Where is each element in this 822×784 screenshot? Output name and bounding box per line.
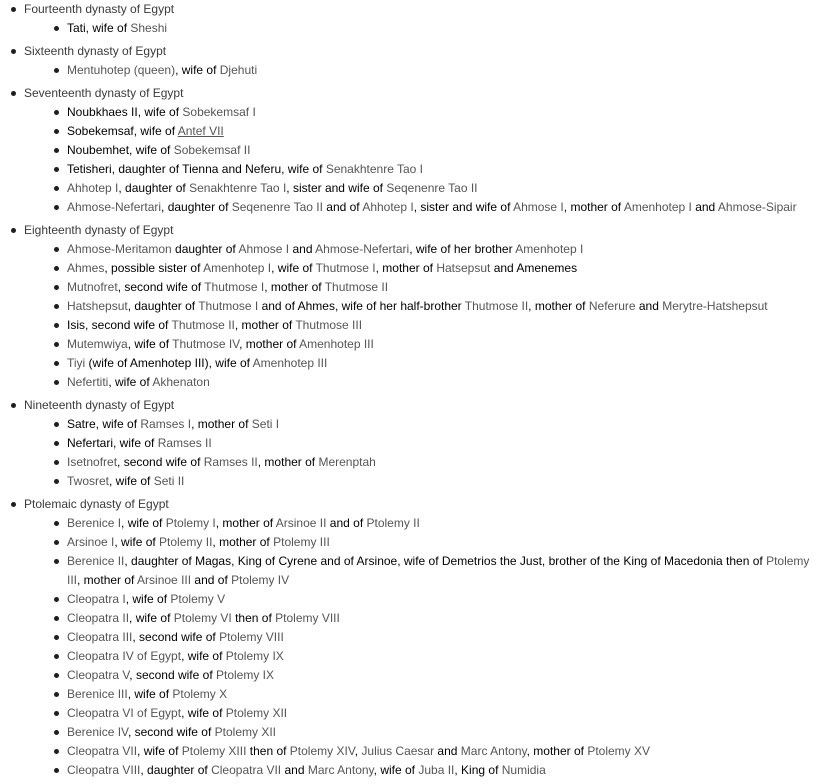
entry-text: , wife of xyxy=(108,375,153,389)
entry-text: , sister and wife of xyxy=(286,181,387,195)
list-item xyxy=(24,704,822,723)
link[interactable]: Cleopatra VI of Egypt xyxy=(67,706,182,720)
link[interactable]: Marc Antony xyxy=(460,744,527,758)
entry-text: (wife of Amenhotep III), wife of xyxy=(85,356,253,370)
dynasty-title: Eighteenth dynasty of Egypt xyxy=(24,223,174,237)
link[interactable]: Ptolemy XIV xyxy=(289,744,355,758)
entry-text: , second wife of xyxy=(129,668,216,682)
bullet-icon xyxy=(54,768,59,773)
entry-text: , xyxy=(354,744,362,758)
bullet-icon xyxy=(54,247,59,252)
link[interactable]: Thutmose IV xyxy=(172,337,240,351)
entry-text: and xyxy=(289,242,316,256)
entry-text: , mother of xyxy=(191,417,252,431)
entry-text: , wife of xyxy=(125,592,171,606)
link[interactable]: Julius Caesar xyxy=(361,744,435,758)
list-item xyxy=(24,552,822,590)
link[interactable]: Ahmose I xyxy=(238,242,290,256)
entry-text: Sobekemsaf, wife of xyxy=(67,124,178,138)
list-item xyxy=(24,259,822,278)
entry-text: , mother of xyxy=(212,535,274,549)
bullet-icon xyxy=(54,460,59,465)
dynasty-title: Sixteenth dynasty of Egypt xyxy=(24,44,167,58)
link[interactable]: Amenhotep I xyxy=(623,200,692,214)
list-item xyxy=(24,198,822,217)
entry-text: , mother of xyxy=(264,280,325,294)
entry-text: , daughter of Magas, King of Cyrene and of Arsinoe, wife of Demetrios the Just, brother of the King of Macedonia then of xyxy=(124,554,767,568)
link[interactable]: Ramses I xyxy=(140,417,192,431)
bullet-icon xyxy=(54,148,59,153)
list-item xyxy=(24,179,822,198)
link[interactable]: Senakhtenre Tao I xyxy=(325,162,424,176)
list-item xyxy=(24,373,822,392)
entry-text: and of xyxy=(326,516,367,530)
entry-text: Isis, second wife of xyxy=(67,318,172,332)
bullet-icon xyxy=(54,323,59,328)
bullet-icon xyxy=(54,68,59,73)
entry-text: , wife of xyxy=(121,516,166,530)
entry-text: , second wife of xyxy=(117,280,205,294)
list-item xyxy=(24,434,822,453)
link[interactable]: Seqenenre Tao II xyxy=(231,200,323,214)
bullet-icon xyxy=(54,361,59,366)
link[interactable]: Seti II xyxy=(153,474,185,488)
entry-text: and of Ahmes, wife of her half-brother xyxy=(258,299,465,313)
list-item xyxy=(24,533,822,552)
entry-text: Noubkhaes II, wife of xyxy=(67,105,183,119)
dynasty-title: Nineteenth dynasty of Egypt xyxy=(24,398,175,412)
link[interactable]: Ahhotep I xyxy=(67,181,119,195)
list-item xyxy=(24,761,822,780)
dynasty-title: Seventeenth dynasty of Egypt xyxy=(24,86,184,100)
entry-text: , daughter of xyxy=(118,181,190,195)
entry-list xyxy=(24,103,822,217)
bullet-icon xyxy=(54,673,59,678)
entry-text: , wife of xyxy=(127,687,173,701)
bullet-icon xyxy=(54,266,59,271)
bullet-icon xyxy=(54,285,59,290)
bullet-icon xyxy=(54,654,59,659)
list-item xyxy=(24,666,822,685)
entry-text: then of xyxy=(231,611,276,625)
entry-text: and xyxy=(691,200,718,214)
link[interactable]: Ptolemy XIII xyxy=(181,744,247,758)
link[interactable]: Sheshi xyxy=(130,21,168,35)
link[interactable]: Djehuti xyxy=(219,63,258,77)
entry-text: , mother of xyxy=(257,455,319,469)
link[interactable]: Ptolemy VIII xyxy=(275,611,340,625)
bullet-icon xyxy=(11,502,16,507)
link[interactable]: Numidia xyxy=(501,763,546,777)
link[interactable]: Cleopatra VII xyxy=(67,744,138,758)
list-item xyxy=(24,160,822,179)
list-item xyxy=(24,742,822,761)
bullet-icon xyxy=(11,228,16,233)
link[interactable]: Ptolemy XV xyxy=(587,744,651,758)
link[interactable]: Thutmose I xyxy=(198,299,259,313)
list-item xyxy=(24,514,822,533)
bullet-icon xyxy=(54,616,59,621)
list-item xyxy=(24,647,822,666)
link[interactable]: Cleopatra V xyxy=(67,668,130,682)
link[interactable]: Amenhotep III xyxy=(252,356,328,370)
link[interactable]: Arsinoe II xyxy=(275,516,327,530)
link[interactable]: Ptolemy III xyxy=(273,535,330,549)
link[interactable]: Thutmose I xyxy=(315,261,376,275)
entry-list xyxy=(24,19,822,38)
bullet-icon xyxy=(54,110,59,115)
list-item xyxy=(24,316,822,335)
list-item xyxy=(24,415,822,434)
bullet-icon xyxy=(11,7,16,12)
entry-text: , mother of xyxy=(375,261,437,275)
bullet-icon xyxy=(54,730,59,735)
entry-text: , second wife of xyxy=(127,725,215,739)
link[interactable]: Merytre-Hatshepsut xyxy=(662,299,768,313)
link[interactable]: Thutmose III xyxy=(295,318,363,332)
bullet-icon xyxy=(54,692,59,697)
link[interactable]: Amenhotep III xyxy=(299,337,374,351)
list-item xyxy=(24,19,822,38)
entry-text: , King of xyxy=(454,763,502,777)
link[interactable]: Antef VII xyxy=(177,124,224,138)
bullet-icon xyxy=(54,205,59,210)
link[interactable]: Ahmose-Sipair xyxy=(717,200,797,214)
dynasty-title: Fourteenth dynasty of Egypt xyxy=(24,2,175,16)
bullet-icon xyxy=(54,380,59,385)
entry-text: , second wife of xyxy=(132,630,220,644)
entry-list xyxy=(24,514,822,780)
link[interactable]: Amenhotep I xyxy=(203,261,272,275)
entry-text: Tetisheri, daughter of Tienna and Neferu, wife of xyxy=(67,162,326,176)
link[interactable]: Ptolemy III xyxy=(67,554,810,587)
entry-list xyxy=(24,61,822,80)
entry-text: daughter of xyxy=(171,242,239,256)
link[interactable]: Mutnofret xyxy=(67,280,118,294)
link[interactable]: Cleopatra I xyxy=(67,592,126,606)
link[interactable]: Berenice II xyxy=(67,554,125,568)
link[interactable]: Ahmes xyxy=(67,261,105,275)
bullet-icon xyxy=(54,521,59,526)
entry-text: then of xyxy=(246,744,290,758)
link[interactable]: Ptolemy II xyxy=(366,516,420,530)
entry-text: and of xyxy=(322,200,363,214)
link[interactable]: Sobekemsaf II xyxy=(173,143,251,157)
entry-text: , mother of xyxy=(234,318,296,332)
bullet-icon xyxy=(54,186,59,191)
link[interactable]: Marc Antony xyxy=(307,763,374,777)
link[interactable]: Seqenenre Tao II xyxy=(386,181,478,195)
link[interactable]: Ahmose-Nefertari xyxy=(315,242,410,256)
link[interactable]: Ahmose-Nefertari xyxy=(67,200,162,214)
link[interactable]: Twosret xyxy=(67,474,110,488)
entry-text: , wife of xyxy=(109,474,154,488)
link[interactable]: Cleopatra II xyxy=(67,611,130,625)
dynasty-section xyxy=(0,495,822,780)
entry-text: , mother of xyxy=(563,200,624,214)
link[interactable]: Ptolemy IX xyxy=(216,668,275,682)
list-item xyxy=(24,590,822,609)
link[interactable]: Tiyi xyxy=(67,356,86,370)
link[interactable]: Akhenaton xyxy=(152,375,210,389)
entry-text: , mother of xyxy=(526,744,588,758)
entry-text: and Amenemes xyxy=(490,261,578,275)
entry-text: and xyxy=(281,763,308,777)
bullet-icon xyxy=(54,167,59,172)
link[interactable]: Ptolemy I xyxy=(165,516,216,530)
list-item xyxy=(24,240,822,259)
entry-text: , wife of xyxy=(181,649,226,663)
link[interactable]: Arsinoe III xyxy=(137,573,192,587)
bullet-icon xyxy=(54,711,59,716)
link[interactable]: Ptolemy VI xyxy=(173,611,232,625)
entry-text: , wife of her brother xyxy=(409,242,516,256)
bullet-icon xyxy=(11,49,16,54)
entry-text: , daughter of xyxy=(161,200,232,214)
entry-text: , wife of xyxy=(129,611,174,625)
list-item xyxy=(24,354,822,373)
bullet-icon xyxy=(54,129,59,134)
entry-text: Nefertari, wife of xyxy=(67,436,158,450)
entry-text: , wife of xyxy=(271,261,316,275)
dynasty-section xyxy=(0,84,822,217)
entry-text: Satre, wife of xyxy=(67,417,141,431)
entry-text: , daughter of xyxy=(140,763,212,777)
entry-text: and xyxy=(635,299,663,313)
bullet-icon xyxy=(54,540,59,545)
link[interactable]: Juba II xyxy=(418,763,455,777)
link[interactable]: Merenptah xyxy=(318,455,376,469)
link[interactable]: Amenhotep I xyxy=(515,242,584,256)
entry-text: , mother of xyxy=(528,299,589,313)
bullet-icon xyxy=(54,559,59,564)
list-item xyxy=(24,122,822,141)
link[interactable]: Nefertiti xyxy=(67,375,109,389)
link[interactable]: Ptolemy XII xyxy=(214,725,277,739)
link[interactable]: Hatsepsut xyxy=(436,261,491,275)
link[interactable]: Thutmose II xyxy=(324,280,389,294)
entry-text: and of xyxy=(191,573,232,587)
bullet-icon xyxy=(54,441,59,446)
entry-text: , wife of xyxy=(114,535,160,549)
link[interactable]: Ramses II xyxy=(203,455,258,469)
link[interactable]: Hatshepsut xyxy=(67,299,128,313)
list-item xyxy=(24,61,822,80)
entry-text: , wife of xyxy=(175,63,220,77)
entry-text: , sister and wife of xyxy=(413,200,514,214)
link[interactable]: Berenice III xyxy=(67,687,128,701)
link[interactable]: Thutmose II xyxy=(171,318,235,332)
link[interactable]: Thutmose II xyxy=(464,299,529,313)
bullet-icon xyxy=(54,26,59,31)
bullet-icon xyxy=(11,403,16,408)
list-item xyxy=(24,609,822,628)
bullet-icon xyxy=(54,635,59,640)
entry-text: , possible sister of xyxy=(104,261,204,275)
link[interactable]: Cleopatra III xyxy=(67,630,133,644)
entry-text: and xyxy=(434,744,461,758)
link[interactable]: Arsinoe I xyxy=(67,535,115,549)
list-item xyxy=(24,685,822,704)
link[interactable]: Isetnofret xyxy=(67,455,118,469)
bullet-icon xyxy=(54,597,59,602)
entry-text: Noubemhet, wife of xyxy=(67,143,174,157)
link[interactable]: Berenice IV xyxy=(67,725,128,739)
link[interactable]: Ahhotep I xyxy=(362,200,414,214)
entry-text: Tati, wife of xyxy=(67,21,131,35)
link[interactable]: Sobekemsaf I xyxy=(182,105,256,119)
entry-list xyxy=(24,240,822,392)
list-item xyxy=(24,472,822,491)
entry-list xyxy=(24,415,822,491)
link[interactable]: Ptolemy IX xyxy=(225,649,284,663)
entry-text: , wife of xyxy=(373,763,419,777)
link[interactable]: Neferure xyxy=(588,299,636,313)
dynasty-section xyxy=(0,42,822,80)
entry-text: , wife of xyxy=(181,706,226,720)
link[interactable]: Ptolemy X xyxy=(172,687,228,701)
link[interactable]: Ptolemy IV xyxy=(231,573,290,587)
list-item xyxy=(24,278,822,297)
list-item xyxy=(24,141,822,160)
entry-text: , mother of xyxy=(239,337,300,351)
entry-text: , daughter of xyxy=(127,299,199,313)
bullet-icon xyxy=(54,749,59,754)
dynasty-section xyxy=(0,221,822,392)
list-item xyxy=(24,628,822,647)
link[interactable]: Ptolemy VIII xyxy=(219,630,284,644)
link[interactable]: Ahmose-Meritamon xyxy=(67,242,172,256)
link[interactable]: Ahmose I xyxy=(513,200,564,214)
bullet-icon xyxy=(54,304,59,309)
entry-text: , mother of xyxy=(77,573,138,587)
bullet-icon xyxy=(54,342,59,347)
link[interactable]: Thutmose I xyxy=(204,280,265,294)
link[interactable]: Senakhtenre Tao I xyxy=(189,181,287,195)
list-item xyxy=(24,723,822,742)
list-item xyxy=(24,103,822,122)
link[interactable]: Mentuhotep (queen) xyxy=(67,63,176,77)
link[interactable]: Ptolemy XII xyxy=(225,706,288,720)
bullet-icon xyxy=(11,91,16,96)
link[interactable]: Mutemwiya xyxy=(67,337,128,351)
dynasty-title: Ptolemaic dynasty of Egypt xyxy=(24,497,169,511)
link[interactable]: Ramses II xyxy=(157,436,212,450)
bullet-icon xyxy=(54,479,59,484)
bullet-icon xyxy=(54,422,59,427)
list-item xyxy=(24,335,822,354)
link[interactable]: Cleopatra IV of Egypt xyxy=(67,649,182,663)
entry-text: , mother of xyxy=(215,516,276,530)
list-item xyxy=(24,453,822,472)
link[interactable]: Cleopatra VIII xyxy=(67,763,141,777)
link[interactable]: Ptolemy II xyxy=(159,535,213,549)
link[interactable]: Seti I xyxy=(251,417,280,431)
link[interactable]: Ptolemy V xyxy=(170,592,226,606)
entry-text: , wife of xyxy=(127,337,173,351)
entry-text: , second wife of xyxy=(117,455,204,469)
entry-text: , wife of xyxy=(137,744,182,758)
dynasty-section xyxy=(0,396,822,491)
link[interactable]: Berenice I xyxy=(67,516,122,530)
dynasty-section xyxy=(0,0,822,38)
link[interactable]: Cleopatra VII xyxy=(211,763,282,777)
list-item xyxy=(24,297,822,316)
